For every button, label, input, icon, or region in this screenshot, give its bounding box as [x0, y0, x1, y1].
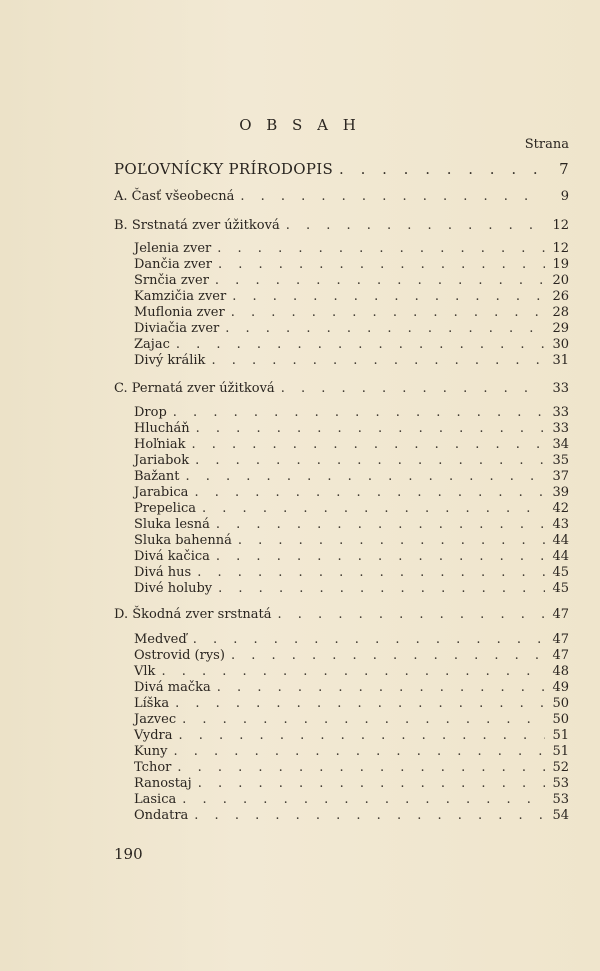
leader-dots [216, 549, 545, 564]
leader-dots [225, 321, 545, 336]
toc-item-page: 20 [552, 273, 569, 288]
toc-item-label: Divá kačica [134, 549, 210, 564]
toc-item-label: Ondatra [134, 808, 189, 823]
toc-section-page: 47 [552, 607, 569, 622]
leader-dots [281, 381, 545, 396]
toc-item-label: Drop [134, 405, 167, 420]
toc-item-label: Líška [134, 696, 170, 711]
leader-dots [173, 405, 545, 420]
toc-entry-page: 7 [559, 160, 569, 178]
leader-dots [197, 565, 545, 580]
leader-dots [161, 664, 545, 679]
leader-dots [286, 218, 545, 233]
toc-item-label: Vydra [134, 728, 173, 743]
toc-item [134, 808, 569, 826]
toc-item-label: Jariabok [134, 453, 190, 468]
toc-item-page: 45 [552, 581, 569, 596]
toc-entry-main [114, 160, 569, 178]
toc-item-page: 30 [552, 337, 569, 352]
toc-item-label: Divý králik [134, 353, 206, 368]
leader-dots [186, 469, 546, 484]
toc-section-c [114, 381, 569, 399]
leader-dots [177, 760, 545, 775]
leader-dots [182, 712, 545, 727]
leader-dots [191, 437, 545, 452]
toc-item-page: 31 [552, 353, 569, 368]
toc-item-label: Ostrovid (rys) [134, 648, 225, 663]
toc-entry-label: POĽOVNÍCKY PRÍRODOPIS [114, 160, 334, 178]
leader-dots [238, 533, 545, 548]
toc-item-page: 52 [552, 760, 569, 775]
leader-dots [194, 485, 545, 500]
toc-item-label: Lasica [134, 792, 177, 807]
toc-section-label: A. Časť všeobecná [114, 189, 235, 204]
toc-item-page: 44 [552, 533, 569, 548]
toc-item [134, 581, 569, 599]
toc-item-page: 51 [552, 728, 569, 743]
leader-dots [198, 776, 545, 791]
toc-item-label: Vlk [134, 664, 156, 679]
toc-item-page: 47 [552, 632, 569, 647]
leader-dots [231, 305, 545, 320]
toc-section-d [114, 607, 569, 625]
leader-dots [202, 501, 545, 516]
toc-item-label: Kuny [134, 744, 168, 759]
toc-item-page: 28 [552, 305, 569, 320]
toc-item-label: Zajac [134, 337, 170, 352]
toc-item-label: Kamzičia zver [134, 289, 227, 304]
leader-dots [176, 337, 545, 352]
toc-item-label: Sluka lesná [134, 517, 210, 532]
leader-dots [193, 632, 545, 647]
toc-item-page: 47 [552, 648, 569, 663]
toc-item-page: 53 [552, 776, 569, 791]
toc-item-label: Hoľniak [134, 437, 186, 452]
toc-item-page: 53 [552, 792, 569, 807]
toc-item-page: 33 [552, 421, 569, 436]
toc-item-page: 54 [552, 808, 569, 823]
page-column-header: Strana [524, 137, 569, 152]
leader-dots [217, 241, 545, 256]
toc-item-page: 26 [552, 289, 569, 304]
toc-item-page: 29 [552, 321, 569, 336]
leader-dots [195, 453, 545, 468]
leader-dots [232, 289, 545, 304]
toc-item-page: 45 [552, 565, 569, 580]
toc-item-label: Diviačia zver [134, 321, 220, 336]
toc-item-page: 48 [552, 664, 569, 679]
toc-item-label: Sluka bahenná [134, 533, 232, 548]
leader-dots [218, 581, 545, 596]
leader-dots [339, 160, 545, 178]
leader-dots [231, 648, 545, 663]
leader-dots [174, 744, 545, 759]
leader-dots [194, 808, 545, 823]
toc-item-page: 12 [552, 241, 569, 256]
toc-item-page: 39 [552, 485, 569, 500]
toc-section-label: D. Škodná zver srstnatá [114, 607, 272, 622]
leader-dots [218, 257, 545, 272]
leader-dots [215, 273, 545, 288]
leader-dots [196, 421, 545, 436]
toc-item-page: 50 [552, 712, 569, 727]
page-number: 190 [114, 845, 143, 863]
toc-item-page: 34 [552, 437, 569, 452]
page-title: O B S A H [239, 116, 361, 134]
toc-item-page: 19 [552, 257, 569, 272]
toc-item-page: 42 [552, 501, 569, 516]
toc-item-label: Hlucháň [134, 421, 190, 436]
leader-dots [175, 696, 545, 711]
toc-item-label: Bažant [134, 469, 180, 484]
toc-section-a [114, 189, 569, 207]
leader-dots [179, 728, 546, 743]
toc-item-page: 35 [552, 453, 569, 468]
toc-item-label: Dančia zver [134, 257, 212, 272]
toc-item-page: 44 [552, 549, 569, 564]
toc-item-label: Medveď [134, 632, 187, 647]
toc-item-label: Srnčia zver [134, 273, 209, 288]
toc-item-page: 37 [552, 469, 569, 484]
leader-dots [211, 353, 545, 368]
toc-item [134, 353, 569, 371]
toc-item-label: Divé holuby [134, 581, 213, 596]
toc-section-b [114, 218, 569, 236]
toc-item-label: Jarabica [134, 485, 189, 500]
toc-item-label: Divá hus [134, 565, 192, 580]
toc-item-label: Jazvec [134, 712, 177, 727]
toc-item-page: 49 [552, 680, 569, 695]
toc-item-page: 43 [552, 517, 569, 532]
toc-item-label: Ranostaj [134, 776, 192, 791]
toc-item-page: 33 [552, 405, 569, 420]
toc-section-label: B. Srstnatá zver úžitková [114, 218, 280, 233]
toc-item-label: Tchor [134, 760, 172, 775]
toc-item-page: 51 [552, 744, 569, 759]
toc-item-label: Divá mačka [134, 680, 211, 695]
leader-dots [182, 792, 545, 807]
toc-item-label: Prepelica [134, 501, 197, 516]
toc-item-page: 50 [552, 696, 569, 711]
leader-dots [217, 680, 545, 695]
toc-section-label: C. Pernatá zver úžitková [114, 381, 275, 396]
toc-item-label: Jelenia zver [134, 241, 212, 256]
toc-section-page: 9 [560, 189, 569, 204]
toc-item-label: Muflonia zver [134, 305, 225, 320]
toc-section-page: 12 [552, 218, 569, 233]
leader-dots [278, 607, 545, 622]
toc-section-page: 33 [552, 381, 569, 396]
leader-dots [216, 517, 545, 532]
leader-dots [240, 189, 545, 204]
